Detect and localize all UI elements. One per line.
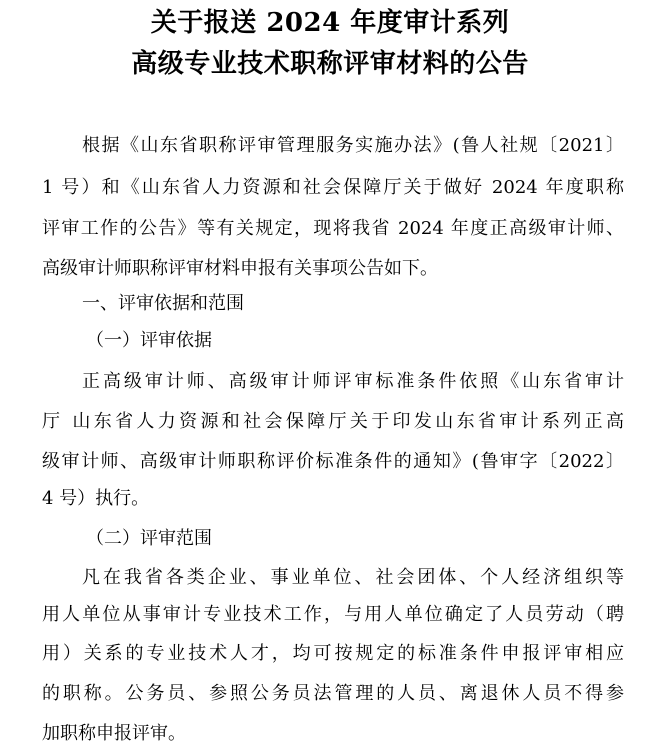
intro-paragraph-line: 高级审计师职称评审材料申报有关事项公告如下。: [42, 258, 438, 279]
paragraph-line: 用人单位从事审计专业技术工作，与用人单位确定了人员劳动（聘: [42, 604, 624, 625]
document-title-line-1: 关于报送 2024 年度审计系列: [150, 8, 510, 38]
paragraph-line: 凡在我省各类企业、事业单位、社会团体、个人经济组织等: [82, 567, 624, 588]
paragraph-line: 加职称申报评审。: [42, 723, 186, 744]
intro-paragraph-line: 评审工作的公告》等有关规定，现将我省 2024 年度正高级审计师、: [42, 218, 624, 239]
paragraph-line: 厅 山东省人力资源和社会保障厅关于印发山东省审计系列正高: [42, 411, 624, 432]
paragraph-line: 4 号）执行。: [42, 488, 150, 509]
section-heading: 一、评审依据和范围: [82, 293, 244, 314]
document-title-line-2: 高级专业技术职称评审材料的公告: [131, 49, 529, 79]
intro-paragraph-line: 根据《山东省职称评审管理服务实施办法》(鲁人社规〔2021〕: [82, 135, 624, 156]
paragraph-line: 正高级审计师、高级审计师评审标准条件依照《山东省审计: [82, 371, 624, 392]
paragraph-line: 用）关系的专业技术人才，均可按规定的标准条件申报评审相应: [42, 643, 624, 664]
intro-paragraph-line: 1 号）和《山东省人力资源和社会保障厅关于做好 2024 年度职称: [42, 177, 624, 198]
paragraph-line: 的职称。公务员、参照公务员法管理的人员、离退休人员不得参: [42, 683, 624, 704]
paragraph-line: 级审计师、高级审计师职称评价标准条件的通知》(鲁审字〔2022〕: [42, 451, 625, 472]
subsection-heading: （一）评审依据: [86, 330, 212, 351]
subsection-heading: （二）评审范围: [86, 528, 212, 549]
